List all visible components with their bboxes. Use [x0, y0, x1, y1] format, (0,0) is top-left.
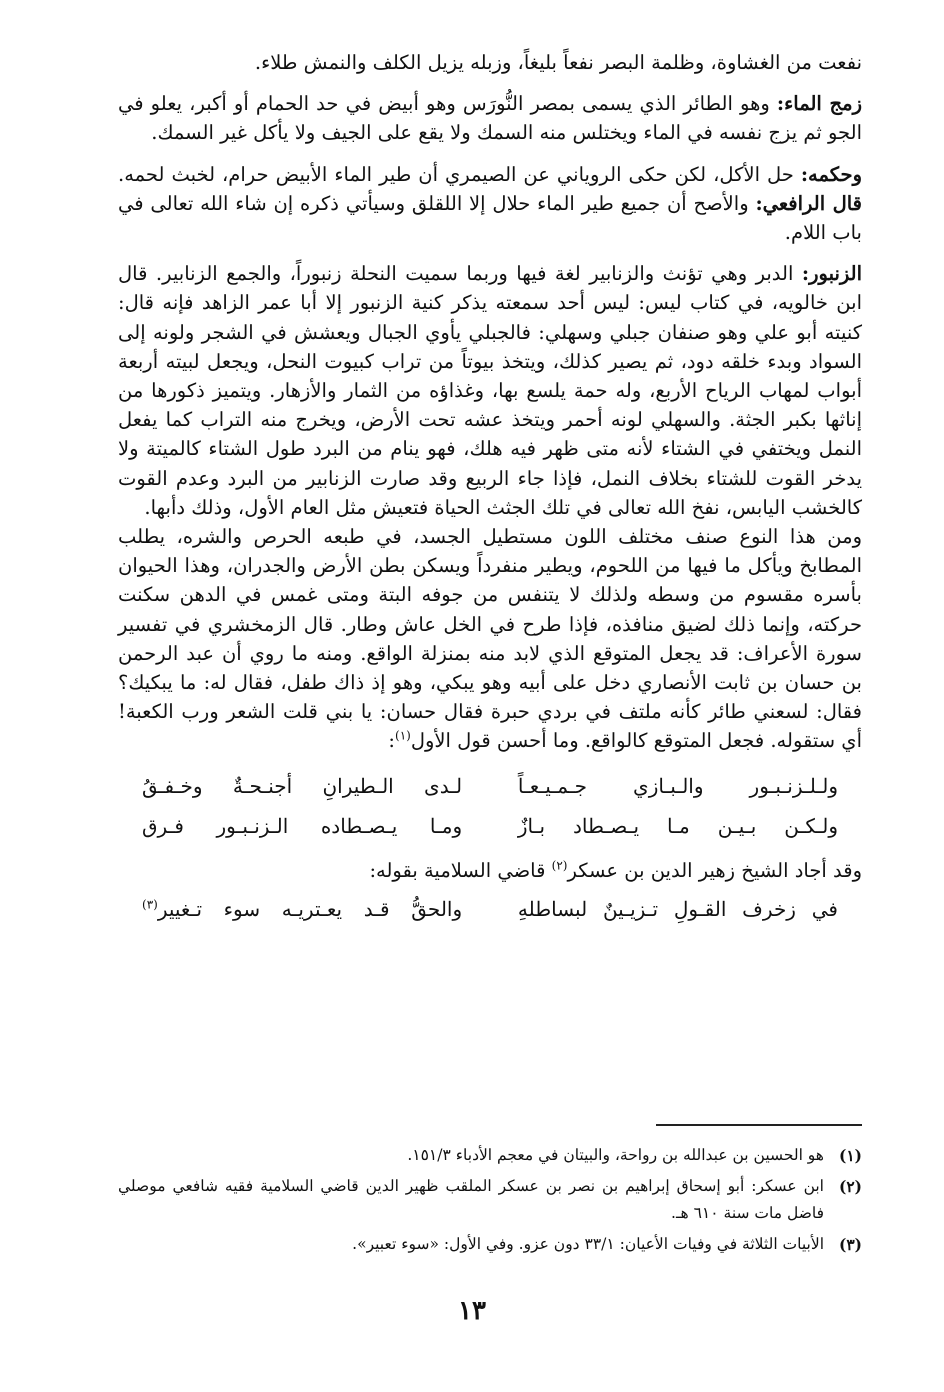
paragraph-text: الدبر وهي تؤنث والزنابير لغة فيها وربما سميت النحلة زنبوراً، والجمع الزنابير. [155, 262, 794, 286]
footnote-ref[interactable]: (٣) [142, 897, 158, 912]
page-number: ١٣ [458, 1296, 486, 1326]
main-text [118, 48, 862, 929]
poem-block [118, 766, 862, 846]
poem-verse [142, 889, 838, 929]
footnote-ref[interactable]: (٢) [551, 858, 568, 873]
paragraph-text: : [388, 729, 395, 753]
verse-text: والحقُّ قـد يعـتريـه سوء تـغيير [157, 896, 463, 921]
footnote-number: (٢) [838, 1177, 862, 1196]
paragraph-text: حل الأكل، لكن حكى الروياني عن الصيمري أن طير الماء الأبيض حرام، لخبث لحمه. [118, 162, 794, 186]
paragraph-hornet [118, 259, 862, 522]
footnotes [118, 1142, 862, 1262]
footnote-text: ابن عسكر: أبو إسحاق إبراهيم بن نصر بن عسكر الملقب ظهير الدين قاضي السلامية فقيه شافعي موصلي فاضل مات سنة ٦١٠ هـ. [118, 1177, 824, 1222]
footnote-text: هو الحسين بن عبدالله بن رواحة، والبيتان في معجم الأدباء ١٥١/٣. [407, 1146, 824, 1164]
footnote-item [118, 1231, 862, 1258]
entry-term: وحكمه: [800, 162, 862, 186]
footnote-number: (١) [838, 1146, 862, 1165]
entry-term: الزنبور: [801, 262, 863, 286]
paragraph-intro [118, 48, 862, 77]
entry-term: قال الرافعي: [755, 191, 862, 215]
footnote-divider [656, 1124, 862, 1126]
footnote-number: (٣) [838, 1235, 862, 1254]
footnote-text: الأبيات الثلاثة في وفيات الأعيان: ٣٣/١ دون عزو. وفي الأول: «سوء تعبير». [352, 1235, 824, 1253]
paragraph-text: وهو الطائر الذي يسمى بمصر النُّورَس وهو أبيض في حد الحمام أو أكبر، يعلو في الجو ثم يزج نفسه في الماء ويختلس منه السمك ولا يقع على الجيف ولا يأكل غير السمك. [118, 92, 862, 145]
paragraph-text: وقد أجاد الشيخ زهير الدين بن عسكر [567, 858, 862, 882]
paragraph-ruling [118, 160, 862, 248]
verse-hemistich [142, 889, 462, 929]
poem-verse [142, 766, 838, 806]
poem-verse [142, 806, 838, 846]
footnote-ref[interactable]: (١) [395, 728, 411, 743]
verse-hemistich: في زخرف القـولِ تـزيـينٌ لبساطلهِ [517, 896, 838, 921]
paragraph-text: قال ابن خالويه، في كتاب ليس: ليس أحد سمعته يذكر كنية الزنبور إلا أبا عمر الزاهد فإنه قال: كنيته أبو علي وهو صنفان جبلي وسهلي: فالجبلي يأوي الجبال ويعشش في الشجر ولونه إلى السواد وبدء خلقه دود، ثم يصير كذلك، ويتخذ بيوتاً من تراب كبيوت النحل، ويجعل لبيته أربعة أبواب لمهاب الرياح الأربع، وله حمة يلسع بها، وغذاؤه من الثمار والأزهار. ويتميز ذكورها من إناثها بكبر الجثة. والسهلي لونه أحمر ويتخذ عشه تحت الأرض، ويخرج منه التراب كما يفعل النمل ويختفي في الشتاء لأنه متى ظهر فيه هلك، فهو ينام من البرد طول الشتاء كالميتة ولا يدخر القوت للشتاء بخلاف النمل، فإذا جاء الربيع وقد صارت الزنابير من البرد وعدم القوت كالخشب اليابس، نفخ الله تعالى في تلك الجثث الحياة فتعيش مثل العام الأول، وذلك دأبها. [118, 262, 862, 519]
verse-hemistich: ولـلـزنـبـور والـبـازي جـمـيـعـاً [517, 773, 838, 798]
footnote-item [118, 1173, 862, 1227]
verse-hemistich: ومـا يـصـطاده الـزنـبـور فـرق [142, 813, 463, 838]
paragraph-text: والأصح أن جميع طير الماء حلال إلا اللقلق وسيأتي ذكره إن شاء الله تعالى في باب اللام. [118, 191, 862, 245]
verse-hemistich: ولـكـن بـيـن مـا يـصـطاد بـازٌ [517, 813, 838, 838]
paragraph-hornet-kinds [118, 522, 862, 756]
paragraph-text: قاضي السلامية بقوله: [369, 858, 552, 882]
paragraph-poet-intro [118, 856, 862, 885]
paragraph-text: نفعت من الغشاوة، وظلمة البصر نفعاً بليغاً، وزبله يزيل الكلف والنمش طلاء. [254, 51, 862, 74]
footnote-item [118, 1142, 862, 1169]
paragraph-text: ومن هذا النوع صنف مختلف اللون مستطيل الجسد، في طبعه الحرص والشره، يطلب المطابخ ويأكل ما فيها من اللحوم، ويطير منفرداً ويسكن بطن الأرض والجدران، وهذا الحيوان بأسره مقسوم من وسطه ولذلك لا يتنفس من جوفه البتة ومتى غمس في الدهن سكنت حركته، وإنما ذلك لضيق منافذه، فإذا طرح في الخل عاش وطار. قال الزمخشري في تفسير سورة الأعراف: قد يجعل المتوقع الذي لابد منه بمنزلة الواقع. ومنه ما روي أن عبد الرحمن بن حسان بن ثابت الأنصاري دخل على أبيه وهو يبكي، وهو إذ ذاك طفل، فقال له: ما يبكيك؟ فقال: لسعني طائر كأنه ملتف في بردي حبرة فقال حسان: يا بني قلت الشعر ورب الكعبة! أي ستقوله. فجعل المتوقع كالواقع. وما أحسن قول الأول [118, 525, 862, 753]
verse-hemistich: لـدى الـطيرانِ أجنـحـةٌ وخـفـقُ [142, 773, 463, 798]
entry-term: زمج الماء: [776, 92, 862, 116]
paragraph-water-bird [118, 89, 862, 147]
